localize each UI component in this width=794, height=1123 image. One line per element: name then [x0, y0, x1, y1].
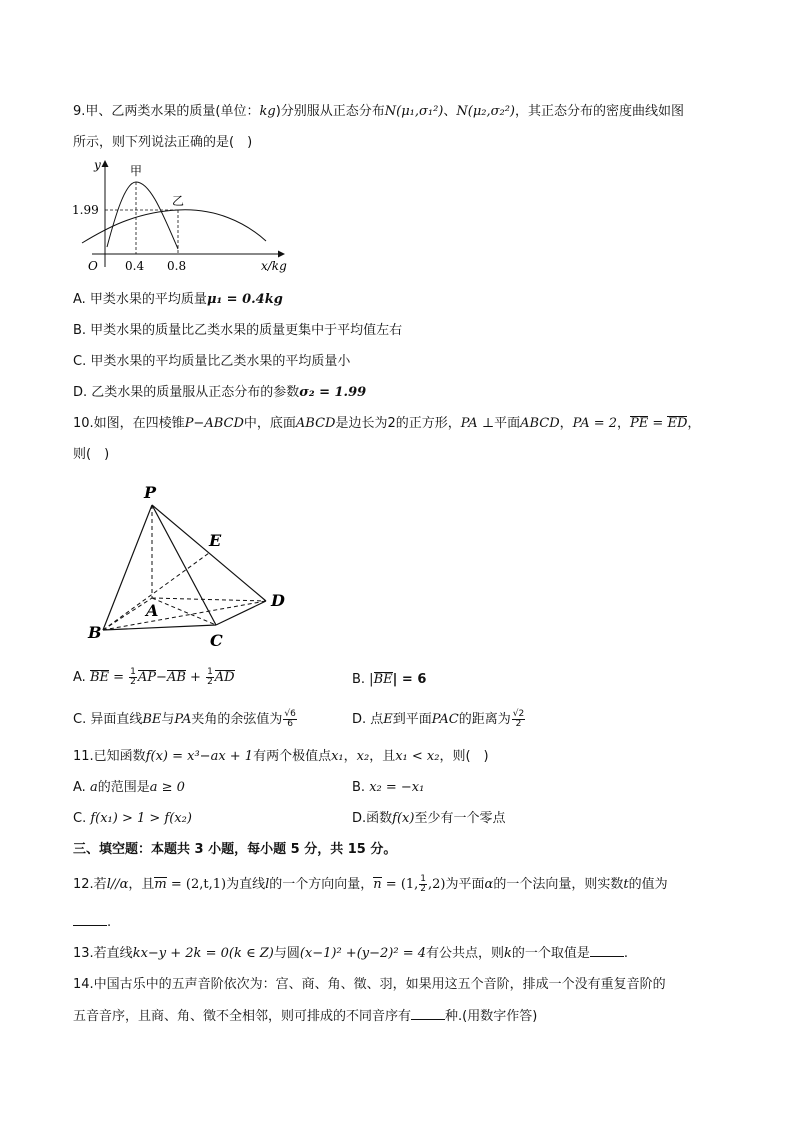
q14-stem-line2: 五音音序，且商、角、徵不全相邻，则可排成的不同音序有 种.(用数字作答) — [73, 1009, 538, 1024]
q10-stem-line1: 10.如图，在四棱锥P−ABCD中，底面ABCD是边长为2的正方形，PA ⊥平面ABCD，PA = 2，PE = ED， — [73, 416, 701, 431]
q10-label-a: A — [146, 601, 159, 620]
q12-answer-blank[interactable] — [73, 913, 107, 926]
q10-pyramid-figure — [82, 478, 294, 658]
q9-x-tick-2: 0.8 — [167, 259, 187, 273]
q9-option-c[interactable]: C. 甲类水果的平均质量比乙类水果的平均质量小 — [73, 354, 351, 369]
q9-option-a[interactable]: A. 甲类水果的平均质量μ₁ = 0.4kg — [73, 292, 283, 307]
q10-option-c[interactable]: C. 异面直线BE与PA夹角的余弦值为 $\frac{√6}{6}$ — [73, 709, 296, 729]
q9-x-label: x/kg — [261, 259, 287, 273]
q9-jia-label: 甲 — [130, 164, 143, 178]
q9-option-b[interactable]: B. 甲类水果的质量比乙类水果的质量更集中于平均值左右 — [73, 323, 403, 338]
q10-label-b: B — [88, 623, 102, 642]
q11-option-a[interactable]: A. a的范围是a ≥ 0 — [73, 780, 185, 795]
q13-stem: 13.若直线kx−y + 2k = 0(k ∈ Z)与圆(x−1)² +(y−2)² = 4有公共点，则k的一个取值是 . — [73, 946, 629, 961]
q11-option-c[interactable]: C. f(x₁) > 1 > f(x₂) — [73, 811, 192, 826]
q9-y-label: y — [94, 158, 101, 172]
q14-answer-blank[interactable] — [411, 1007, 445, 1020]
q9-y-tick: 1.99 — [72, 203, 99, 217]
q10-label-d: D — [271, 591, 285, 610]
q10-label-c: C — [210, 631, 223, 650]
q12-answer-line: . — [73, 913, 111, 933]
q9-stem-line1: 9.甲、乙两类水果的质量(单位：kg)分别服从正态分布N(μ₁,σ₁²)、N(μ₂,σ₂²)，其正态分布的密度曲线如图 — [73, 104, 685, 119]
q9-x-tick-1: 0.4 — [125, 259, 145, 273]
q10-label-p: P — [144, 483, 157, 502]
q14-stem-line1: 14.中国古乐中的五声音阶依次为：宫、商、角、徵、羽，如果用这五个音阶，排成一个没有重复音阶的 — [73, 977, 666, 992]
q10-option-b[interactable]: B. |BE| = 6 — [352, 672, 427, 687]
q11-option-b[interactable]: B. x₂ = −x₁ — [352, 780, 425, 795]
q11-option-d[interactable]: D.函数f(x)至少有一个零点 — [352, 811, 506, 826]
q10-option-d[interactable]: D. 点E到平面PAC的距离为 $\frac{√2}{2}$ — [352, 709, 525, 729]
q13-answer-blank[interactable] — [590, 944, 624, 957]
q11-stem: 11.已知函数f(x) = x³−ax + 1有两个极值点x₁，x₂，且x₁ < x₂，则( ) — [73, 749, 489, 764]
q10-label-e: E — [209, 531, 222, 550]
q9-stem-line2: 所示，则下列说法正确的是( ) — [73, 135, 253, 150]
section-3-heading: 三、填空题：本题共 3 小题，每小题 5 分，共 15 分。 — [73, 842, 397, 857]
q9-yi-label: 乙 — [172, 194, 185, 208]
q9-origin-label: O — [88, 259, 98, 273]
q12-stem-line1: 12.若l//α，且m = (2,t,1)为直线l的一个方向向量，n = (1, $\frac{1}{2}$ ,2)为平面α的一个法向量，则实数t的值为 — [73, 874, 668, 894]
q9-normal-curves-graph — [70, 157, 295, 279]
q9-option-d[interactable]: D. 乙类水果的质量服从正态分布的参数σ₂ = 1.99 — [73, 385, 367, 400]
q10-option-a[interactable]: A. BE = $\frac{1}{2}$ AP−AB + $\frac{1}{2}$ AD — [73, 667, 235, 687]
q10-stem-line2: 则( ) — [73, 447, 110, 462]
